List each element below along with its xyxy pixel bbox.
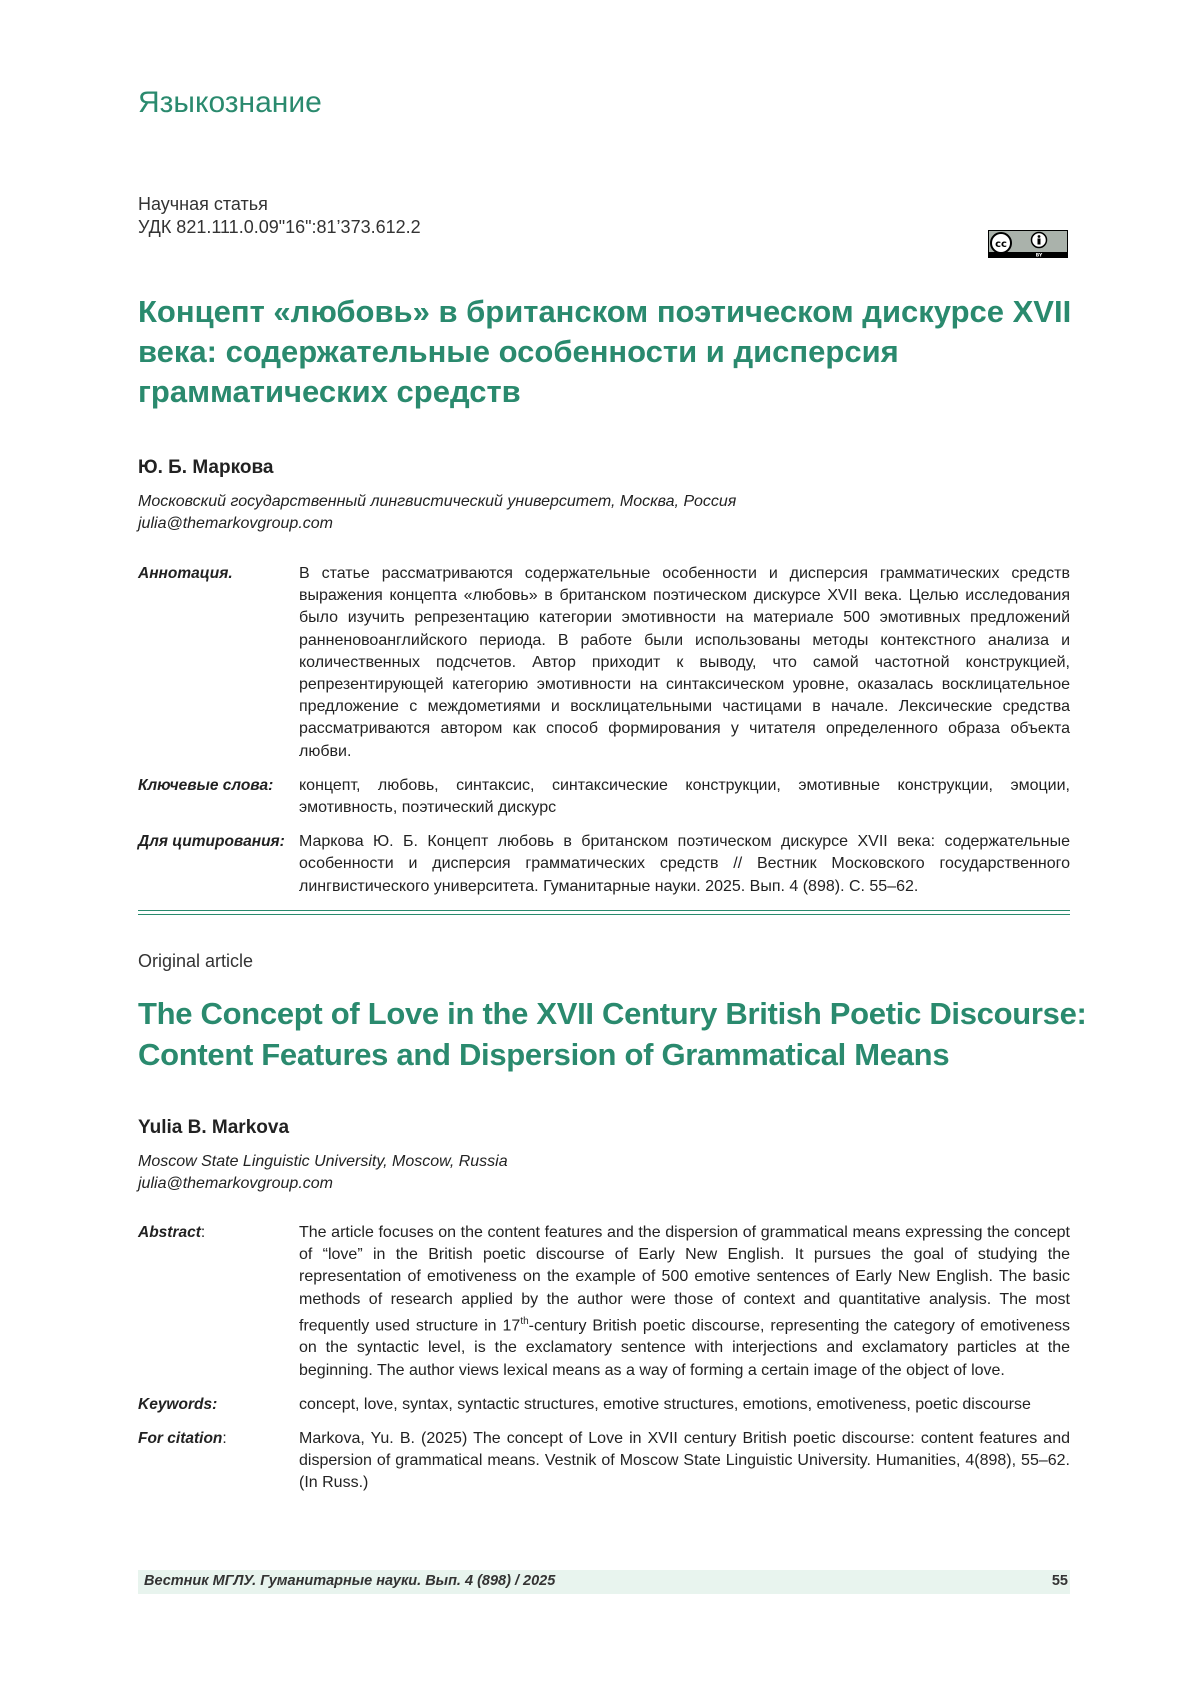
udc-code: УДК 821.111.0.09"16":81’373.612.2 [138, 217, 421, 237]
keywords-row-en [138, 1394, 1070, 1416]
citation-label-ru: Для цитирования: [138, 833, 285, 851]
email-en[interactable]: julia@themarkovgroup.com [138, 1175, 333, 1192]
abstract-sup: th [520, 1315, 529, 1327]
keywords-text-ru: концепт, любовь, синтаксис, синтаксические конструкции, эмотивные конструкции, эмоции, эмотивность, поэтический дискурс [299, 776, 1070, 817]
article-title-en: The Concept of Love in the XVII Century British Poetic Discourse: Content Features and Dispersion of Grammatical Means [138, 996, 1087, 1072]
citation-label-en: For citation [138, 1429, 223, 1447]
cc-label: cc [995, 239, 1007, 250]
article-type-en: Original article [138, 951, 254, 971]
author-ru: Ю. Б. Маркова [138, 457, 274, 478]
keywords-label-en: Keywords: [138, 1395, 218, 1413]
cc-by-license-icon [988, 230, 1068, 258]
abstract-row-en [138, 1222, 1070, 1382]
abstract-label-en: Abstract [138, 1224, 201, 1241]
citation-label-en-wrap: For citation: [138, 1429, 227, 1447]
article-type-ru: Научная статья [138, 194, 268, 214]
page-number: 55 [1051, 1573, 1068, 1589]
article-title-ru: Концепт «любовь» в британском поэтическом дискурсе XVII века: содержательные особенности и дисперсия грамматических средств [138, 294, 1072, 409]
email-ru[interactable]: julia@themarkovgroup.com [138, 515, 333, 532]
affiliation-block-ru [138, 491, 736, 535]
meta-block-ru [138, 563, 1070, 910]
keywords-row-ru [138, 775, 1070, 819]
abstract-text-en [299, 1222, 1070, 1382]
citation-text-en: Markova, Yu. B. (2025) The concept of Love in XVII century British poetic discourse: content features and dispersion of grammatical means. Vestnik of Moscow State Linguistic University. Humanities, 4(898), 55–62. (In Russ.) [299, 1429, 1070, 1492]
keywords-label-ru: Ключевые слова: [138, 776, 274, 794]
abstract-label-en-wrap: Abstract: [138, 1224, 206, 1241]
affiliation-block-en [138, 1151, 508, 1195]
page-footer [138, 1570, 1070, 1594]
citation-row-ru [138, 831, 1070, 898]
author-en: Yulia B. Markova [138, 1117, 290, 1138]
citation-row-en [138, 1428, 1070, 1495]
section-divider [138, 910, 1070, 915]
abstract-text-en-part2: -century British poetic discourse, representing the category of emotiveness on the syntactic level, is the exclamatory sentence with interjections and exclamatory particles at the beginning. The author views lexical means as a way of forming a certain image of the object of love. [299, 1317, 1070, 1379]
abstract-label-ru: Аннотация. [138, 565, 233, 582]
affiliation-ru: Московский государственный лингвистический университет, Москва, Россия [138, 493, 737, 510]
by-label: BY [1035, 253, 1043, 258]
meta-block-en [138, 1222, 1070, 1507]
abstract-row-ru [138, 563, 1070, 763]
keywords-text-en: concept, love, syntax, syntactic structures, emotive structures, emotions, emotiveness, poetic discourse [299, 1395, 1031, 1413]
abstract-text-en-part1: The article focuses on the content features and the dispersion of grammatical means expressing the concept of “love” in the British poetic discourse of Early New English. It pursues the goal of studying the representation of emotiveness on the example of 500 emotive sentences of Early New English. The basic methods of research applied by the author were those of context and quantitative analysis. The most frequently used structure in 17 [299, 1224, 1070, 1335]
footer-journal: Вестник МГЛУ. Гуманитарные науки. Вып. 4 (898) / 2025 [144, 1573, 556, 1589]
section-title: Языкознание [138, 86, 322, 119]
citation-text-ru: Маркова Ю. Б. Концепт любовь в британском поэтическом дискурсе XVII века: содержательные особенности и дисперсия грамматических средств // Вестник Московского государственного лингвистического университета. Гуманитарные науки. 2025. Вып. 4 (898). С. 55–62. [299, 833, 1070, 895]
abstract-text-ru: В статье рассматриваются содержательные особенности и дисперсия грамматических средств выражения концепта «любовь» в британском поэтическом дискурсе XVII века. Целью исследования было изучить репрезентацию категории эмотивности на материале 500 эмотивных предложений ранненовоанглийского периода. В работе были использованы методы контекстного анализа и количественных подсчетов. Автор приходит к выводу, что самой частотной конструкцией, репрезентирующей категорию эмотивности на синтаксическом уровне, оказалась восклицательное предложение с междометиями и восклицательными частицами в начале. Лексические средства рассматриваются автором как способ формирования у читателя определенного образа объекта любви. [299, 565, 1070, 760]
affiliation-en: Moscow State Linguistic University, Moscow, Russia [138, 1153, 508, 1170]
